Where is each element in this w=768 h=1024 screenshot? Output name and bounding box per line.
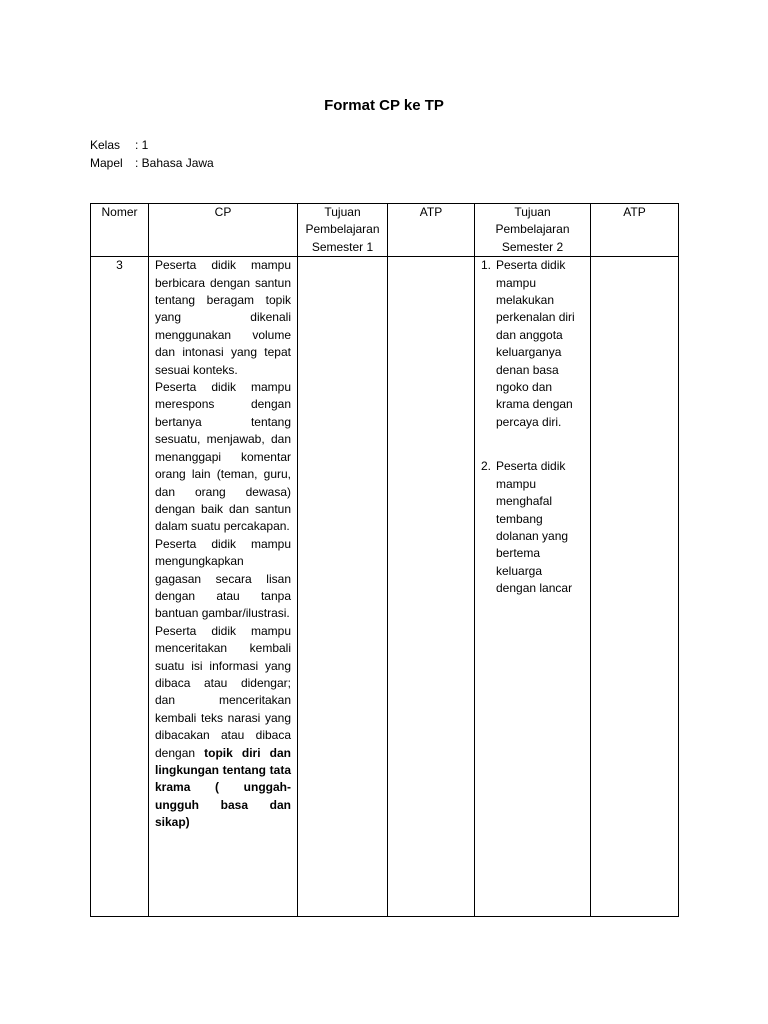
- header-cp: CP: [149, 204, 298, 257]
- cp-paragraph: Peserta didik mampu mengungkapkan gagasan secara lisan dengan atau tanpa bantuan gambar/ilustrasi.: [155, 536, 291, 621]
- list-item-text: Peserta didik mampu melakukan perkenalan diri dan anggota keluarganya denan basa ngoko dan krama dengan percaya diri.: [496, 258, 575, 429]
- header-atp-1: ATP: [388, 204, 475, 257]
- cell-atp-1: [388, 257, 475, 917]
- list-item-number: 1.: [481, 258, 492, 273]
- header-tp1-line: Tujuan: [324, 205, 361, 219]
- header-tp1-line: Pembelajaran: [305, 222, 380, 237]
- cell-nomer: 3: [91, 257, 149, 917]
- list-item-number: 2.: [481, 459, 492, 474]
- cell-tp-semester-1: [298, 257, 388, 917]
- list-item: [481, 458, 584, 597]
- tp2-list: [481, 257, 584, 597]
- cell-cp: [149, 257, 298, 917]
- cp-tp-table: [90, 203, 679, 917]
- cp-paragraph: Peserta didik mampu berbicara dengan santun tentang beragam topik yang dikenali menggunakan volume dan intonasi yang tepat sesuai konteks.: [155, 258, 291, 377]
- mapel-row: [90, 154, 214, 172]
- mapel-value: : Bahasa Jawa: [135, 156, 214, 170]
- header-tp-semester-2: [475, 204, 591, 257]
- table-row: [91, 257, 679, 917]
- list-item-text: Peserta didik mampu menghafal tembang dolanan yang bertema keluarga dengan lancar: [496, 459, 573, 596]
- cp-bold-topic: topik diri dan lingkungan tentang tata krama ( unggah-ungguh basa dan sikap): [155, 745, 291, 830]
- header-atp-2: ATP: [591, 204, 679, 257]
- table-header-row: [91, 204, 679, 257]
- header-tp2-line: Semester 2: [501, 239, 564, 254]
- cp-paragraph: Peserta didik mampu merespons dengan bertanya tentang sesuatu, menjawab, dan menanggapi komentar orang lain (teman, guru, dan orang dewasa) dengan baik dan santun dalam suatu percakapan.: [155, 380, 291, 534]
- document-meta: [90, 136, 214, 172]
- kelas-value: : 1: [135, 138, 149, 152]
- cell-tp-semester-2: [475, 257, 591, 917]
- list-item: [481, 257, 584, 431]
- page-title: Format CP ke TP: [324, 97, 444, 114]
- cell-atp-2: [591, 257, 679, 917]
- header-tp1-line: Semester 1: [311, 239, 374, 254]
- kelas-row: [90, 136, 214, 154]
- header-tp2-line: Pembelajaran: [495, 222, 570, 237]
- cp-paragraph: [155, 623, 291, 832]
- header-tp2-line: Tujuan: [514, 205, 551, 219]
- cp-paragraph-text: Peserta didik mampu menceritakan kembali suatu isi informasi yang dibaca atau didengar; dan menceritakan kembali teks narasi yang dibacakan atau dibaca dengan: [155, 623, 291, 760]
- header-tp-semester-1: [298, 204, 388, 257]
- header-nomer: Nomer: [91, 204, 149, 257]
- kelas-label: Kelas: [90, 138, 121, 152]
- mapel-label: Mapel: [90, 156, 123, 170]
